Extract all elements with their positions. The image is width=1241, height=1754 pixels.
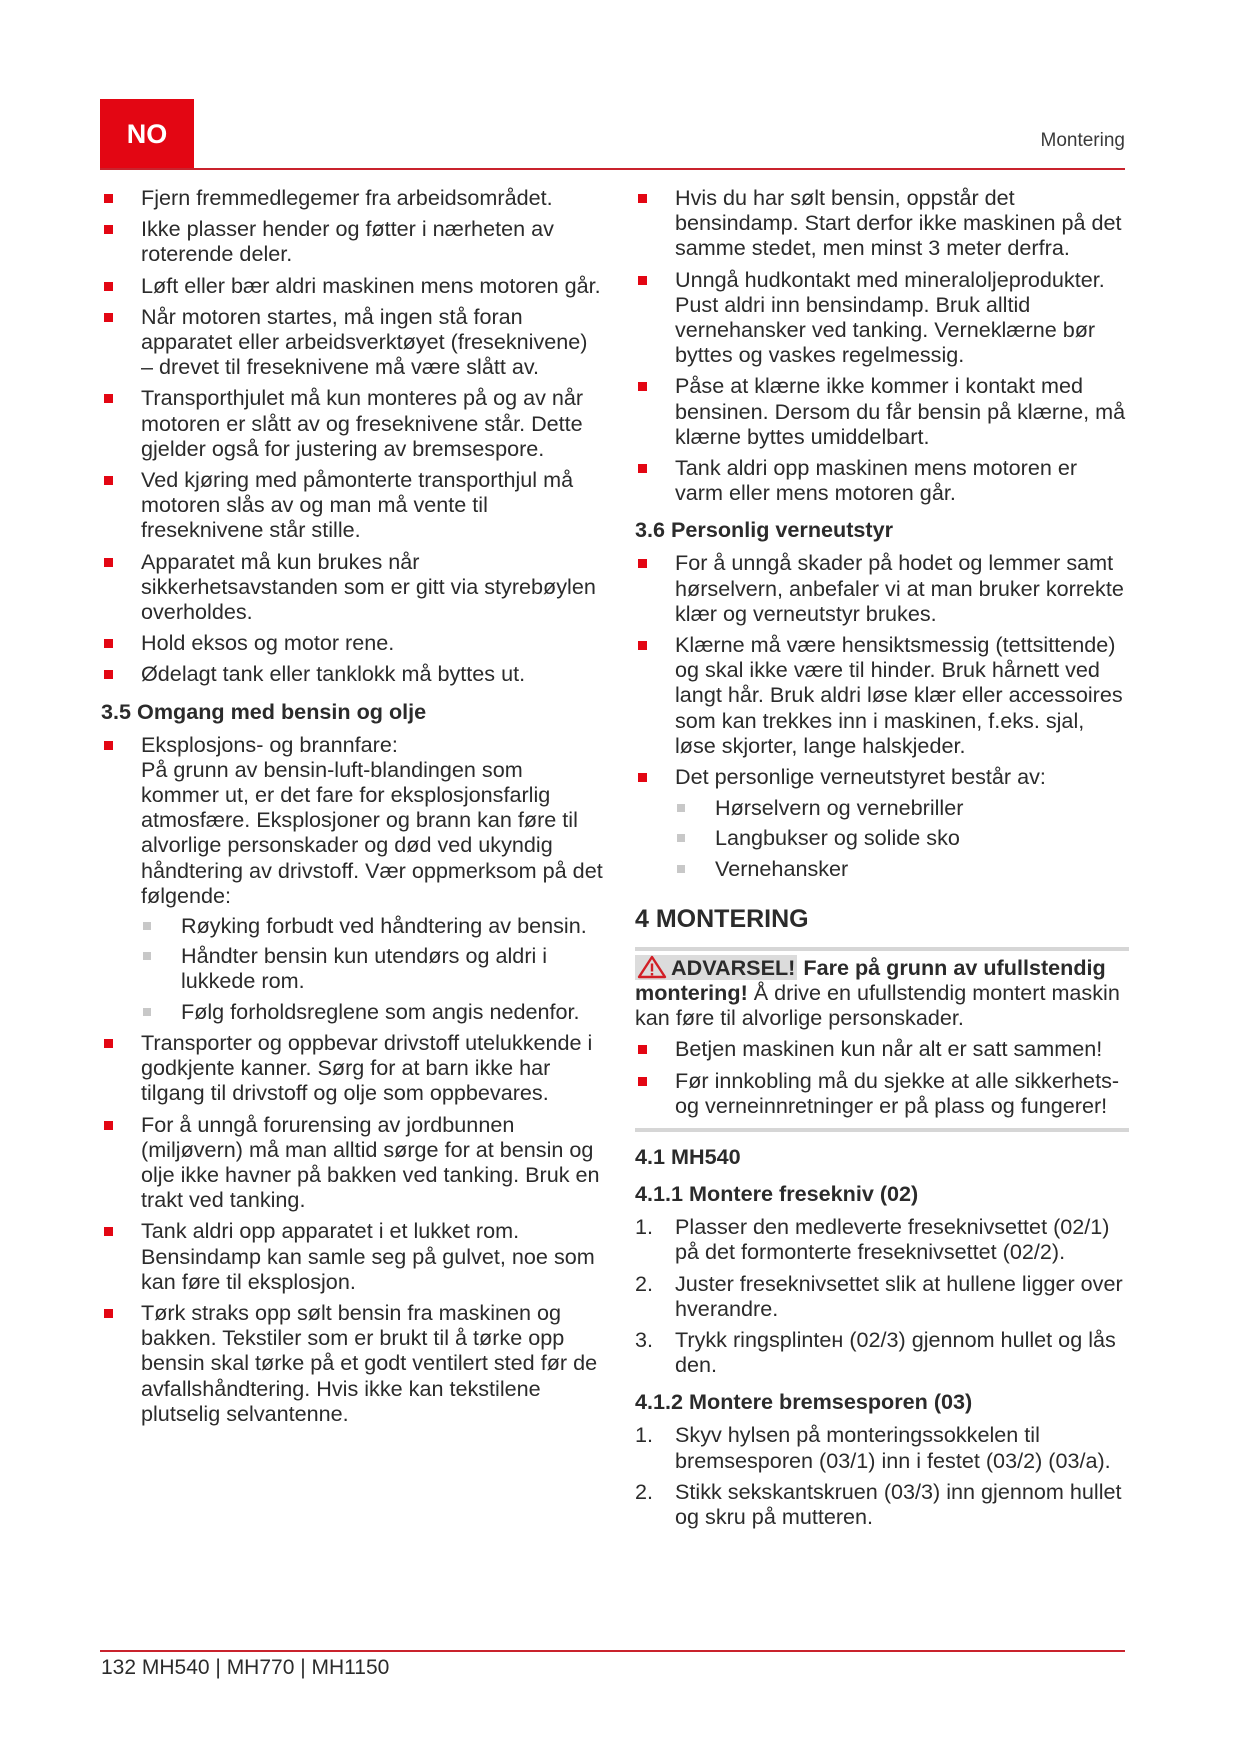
warning-triangle-icon <box>637 955 667 979</box>
bullet-list <box>635 550 1129 789</box>
step-text: Trykk ringsplintен (02/3) gjennom hullet og lås den. <box>675 1326 1116 1378</box>
list-item: For å unngå forurensing av jordbunnen (miljøvern) må man alltid sørge for at bensin og olje ikke havner på bakken ved tanking. Bruk en trakt ved tanking. <box>101 1112 603 1213</box>
list-item <box>101 732 603 1024</box>
list-item: Tank aldri opp apparatet i et lukket rom. Bensindamp kan samle seg på gulvet, noe som kan føre til eksplosjon. <box>101 1218 603 1294</box>
step-number: 1. <box>635 1214 654 1240</box>
list-item: Ødelagt tank eller tanklokk må byttes ut. <box>101 661 603 686</box>
list-item: Fjern fremmedlegemer fra arbeidsområdet. <box>101 185 603 210</box>
step-number: 1. <box>635 1422 654 1448</box>
right-column <box>635 185 1129 1535</box>
section-heading: 3.6 Personlig verneutstyr <box>635 517 894 543</box>
step-text: Juster freseknivsettet slik at hullene ligger over hverandre. <box>675 1270 1123 1321</box>
section-heading: 3.5 Omgang med bensin og olje <box>101 698 427 724</box>
bullet-list <box>101 185 603 687</box>
step-item <box>635 1479 1129 1529</box>
sub-list-item: Vernehansker <box>675 856 1129 881</box>
numbered-list <box>635 1214 1129 1377</box>
list-item: Før innkobling må du sjekke at alle sikkerhets- og verneinnretninger er på plass og fungerer! <box>635 1068 1129 1118</box>
step-item <box>635 1214 1129 1264</box>
sub-list-item: Langbukser og solide sko <box>675 825 1129 850</box>
list-item: Ikke plasser hender og føtter i nærheten av roterende deler. <box>101 216 603 266</box>
list-item: Apparatet må kun brukes når sikkerhetsavstanden som er gitt via styrebøylen overholdes. <box>101 549 603 625</box>
list-item: Tank aldri opp maskinen mens motoren er varm eller mens motoren går. <box>635 455 1129 505</box>
sub-list-item: Håndter bensin kun utendørs og aldri i lukkede rom. <box>141 943 603 993</box>
section-heading: 4.1.1 Montere fresekniv (02) <box>635 1181 919 1207</box>
list-item: Hold eksos og motor rene. <box>101 630 603 655</box>
numbered-list <box>635 1422 1129 1529</box>
step-item <box>635 1327 1129 1377</box>
step-number: 2. <box>635 1270 654 1296</box>
section-heading: 4.1 MH540 <box>635 1144 741 1170</box>
left-column <box>101 185 603 1432</box>
step-text: Skyv hylsen på monteringssokkelen til bremsesporen (03/1) inn i festet (03/2) (03/a). <box>675 1422 1111 1473</box>
step-number: 2. <box>635 1478 654 1504</box>
warning-paragraph <box>635 955 1129 1031</box>
step-number: 3. <box>635 1326 654 1352</box>
list-item: Hvis du har sølt bensin, oppstår det bensindamp. Start derfor ikke maskinen på det samme stedet, men minst 3 meter derfra. <box>635 185 1129 261</box>
step-text: Plasser den medleverte freseknivsettet (02/1) på det formonterte freseknivsettet (02/2). <box>675 1214 1110 1265</box>
warning-text: Å drive en ufullstendig montert maskin kan føre til alvorlige personskader. <box>635 980 1120 1031</box>
list-item: Ved kjøring med påmonterte transporthjul må motoren slås av og man må vente til freseknivene står stille. <box>101 467 603 543</box>
warning-label <box>635 955 797 980</box>
list-item: Transporthjulet må kun monteres på og av når motoren er slått av og freseknivene står. Dette gjelder også for justering av bremsespore. <box>101 385 603 461</box>
list-item: Betjen maskinen kun når alt er satt sammen! <box>635 1036 1129 1061</box>
step-item <box>635 1422 1129 1472</box>
language-tab: NO <box>100 99 194 170</box>
bullet-list <box>101 732 603 1426</box>
bullet-list <box>635 185 1129 505</box>
sub-list <box>141 913 603 1024</box>
fire-title: Eksplosjons- og brannfare: <box>141 731 398 757</box>
step-text: Stikk sekskantskruen (03/3) inn gjennom hullet og skru på mutteren. <box>675 1478 1122 1529</box>
list-item: Påse at klærne ikke kommer i kontakt med bensinen. Dersom du får bensin på klærne, må klærne byttes umiddelbart. <box>635 373 1129 449</box>
sub-list-item: Røyking forbudt ved håndtering av bensin. <box>141 913 603 938</box>
warning-label-text: ADVARSEL! <box>671 954 796 980</box>
list-item: Det personlige verneutstyret består av: <box>635 764 1129 789</box>
step-item <box>635 1271 1129 1321</box>
list-item: For å unngå skader på hodet og lemmer samt hørselvern, anbefaler vi at man bruker korrekte klær og verneutstyr brukes. <box>635 550 1129 626</box>
sub-list-item: Hørselvern og vernebriller <box>675 795 1129 820</box>
list-item: Klærne må være hensiktsmessig (tettsittende) og skal ikke være til hinder. Bruk hårnett ved langt hår. Bruk aldri løse klær eller accessoires som kan trekkes inn i maskinen, f.eks. sjal, løse skjorter, lange halskjeder. <box>635 632 1129 758</box>
warning-box <box>635 947 1129 1132</box>
sub-list-item: Følg forholdsreglene som angis nedenfor. <box>141 999 603 1024</box>
fire-text: På grunn av bensin-luft-blandingen som kommer ut, er det fare for eksplosjonsfarlig atmosfære. Eksplosjoner og brann kan føre til alvorlige personskader og død ved ukyndig håndtering av drivstoff. Vær oppmerksom på det følgende: <box>141 756 603 908</box>
list-item: Når motoren startes, må ingen stå foran apparatet eller arbeidsverktøyet (freseknivene) – drevet til freseknivene må være slått av. <box>101 304 603 380</box>
section-heading: 4.1.2 Montere bremsesporen (03) <box>635 1389 973 1415</box>
section-title: Montering <box>1040 130 1125 151</box>
header-rule <box>100 168 1125 170</box>
footer-rule <box>100 1650 1125 1652</box>
list-item: Tørk straks opp sølt bensin fra maskinen og bakken. Tekstiler som er brukt til å tørke opp bensin skal tørke på et godt ventilert sted før de avfallshåndtering. Hvis ikke kan tekstilene plutselig selvantenne. <box>101 1300 603 1426</box>
sub-list <box>635 795 1129 881</box>
list-item: Transporter og oppbevar drivstoff utelukkende i godkjente kanner. Sørg for at barn ikke har tilgang til drivstoff og olje som oppbevares. <box>101 1030 603 1106</box>
list-item: Løft eller bær aldri maskinen mens motoren går. <box>101 273 603 298</box>
list-item: Unngå hudkontakt med mineraloljeprodukter. Pust aldri inn bensindamp. Bruk alltid vernehansker ved tanking. Verneklærne bør byttes og vaskes regelmessig. <box>635 267 1129 368</box>
page-footer: 132 MH540 | MH770 | MH1150 <box>101 1656 390 1679</box>
chapter-heading: 4 MONTERING <box>635 904 809 933</box>
warning-list <box>635 1036 1129 1118</box>
warning-heading: Fare på grunn av ufullstendig montering! <box>635 954 1106 1006</box>
